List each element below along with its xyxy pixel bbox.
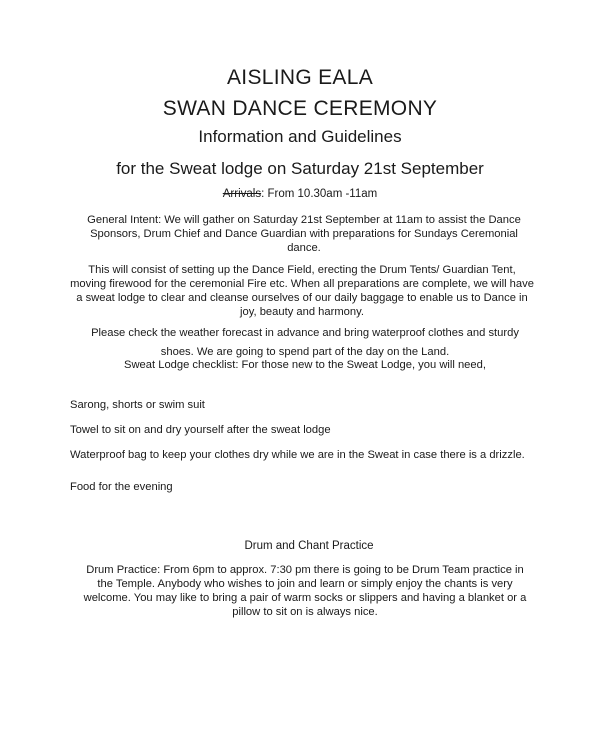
arrivals-time: : From 10.30am -11am (261, 188, 378, 200)
checklist-item: Food for the evening (70, 481, 173, 493)
checklist-intro: Sweat Lodge checklist: For those new to the Sweat Lodge, you will need, (124, 359, 486, 371)
general-intent-paragraph: General Intent: We will gather on Saturday 21st September at 11am to assist the Dance Sponsors, Drum Chief and Dance Guardian with preparations for Sundays Ceremonial dance. (87, 214, 521, 254)
arrivals-line (0, 186, 600, 202)
arrivals-label: Arrivals (222, 188, 262, 200)
drum-section-heading: Drum and Chant Practice (244, 540, 374, 552)
weather-paragraph: Please check the weather forecast in advance and bring waterproof clothes and sturdy shoes. We are going to spend part of the day on the Land. (91, 327, 519, 358)
subtitle: Information and Guidelines (198, 127, 402, 146)
drum-practice-paragraph: Drum Practice: From 6pm to approx. 7:30 pm there is going to be Drum Team practice in the Temple. Anybody who wishes to join and learn or simply enjoy the chants is very welcome. You may like to bring a pair of warm socks or slippers and having a blanket or a pillow to sit on is always nice. (83, 564, 527, 618)
checklist-item: Waterproof bag to keep your clothes dry while we are in the Sweat in case there is a drizzle. (70, 449, 525, 461)
checklist-item: Sarong, shorts or swim suit (70, 399, 205, 411)
main-title-line-2: SWAN DANCE CEREMONY (162, 97, 438, 120)
preparations-paragraph: This will consist of setting up the Dance Field, erecting the Drum Tents/ Guardian Tent, moving firewood for the ceremonial Fire etc. When all preparations are complete, we will have a sweat lodge to clear and cleanse ourselves of our daily baggage to enable us to Dance in joy, beauty and harmony. (70, 264, 534, 318)
checklist-item: Towel to sit on and dry yourself after the sweat lodge (70, 424, 331, 436)
main-title-line-1: AISLING EALA (227, 66, 373, 89)
event-title: for the Sweat lodge on Saturday 21st September (116, 159, 484, 178)
